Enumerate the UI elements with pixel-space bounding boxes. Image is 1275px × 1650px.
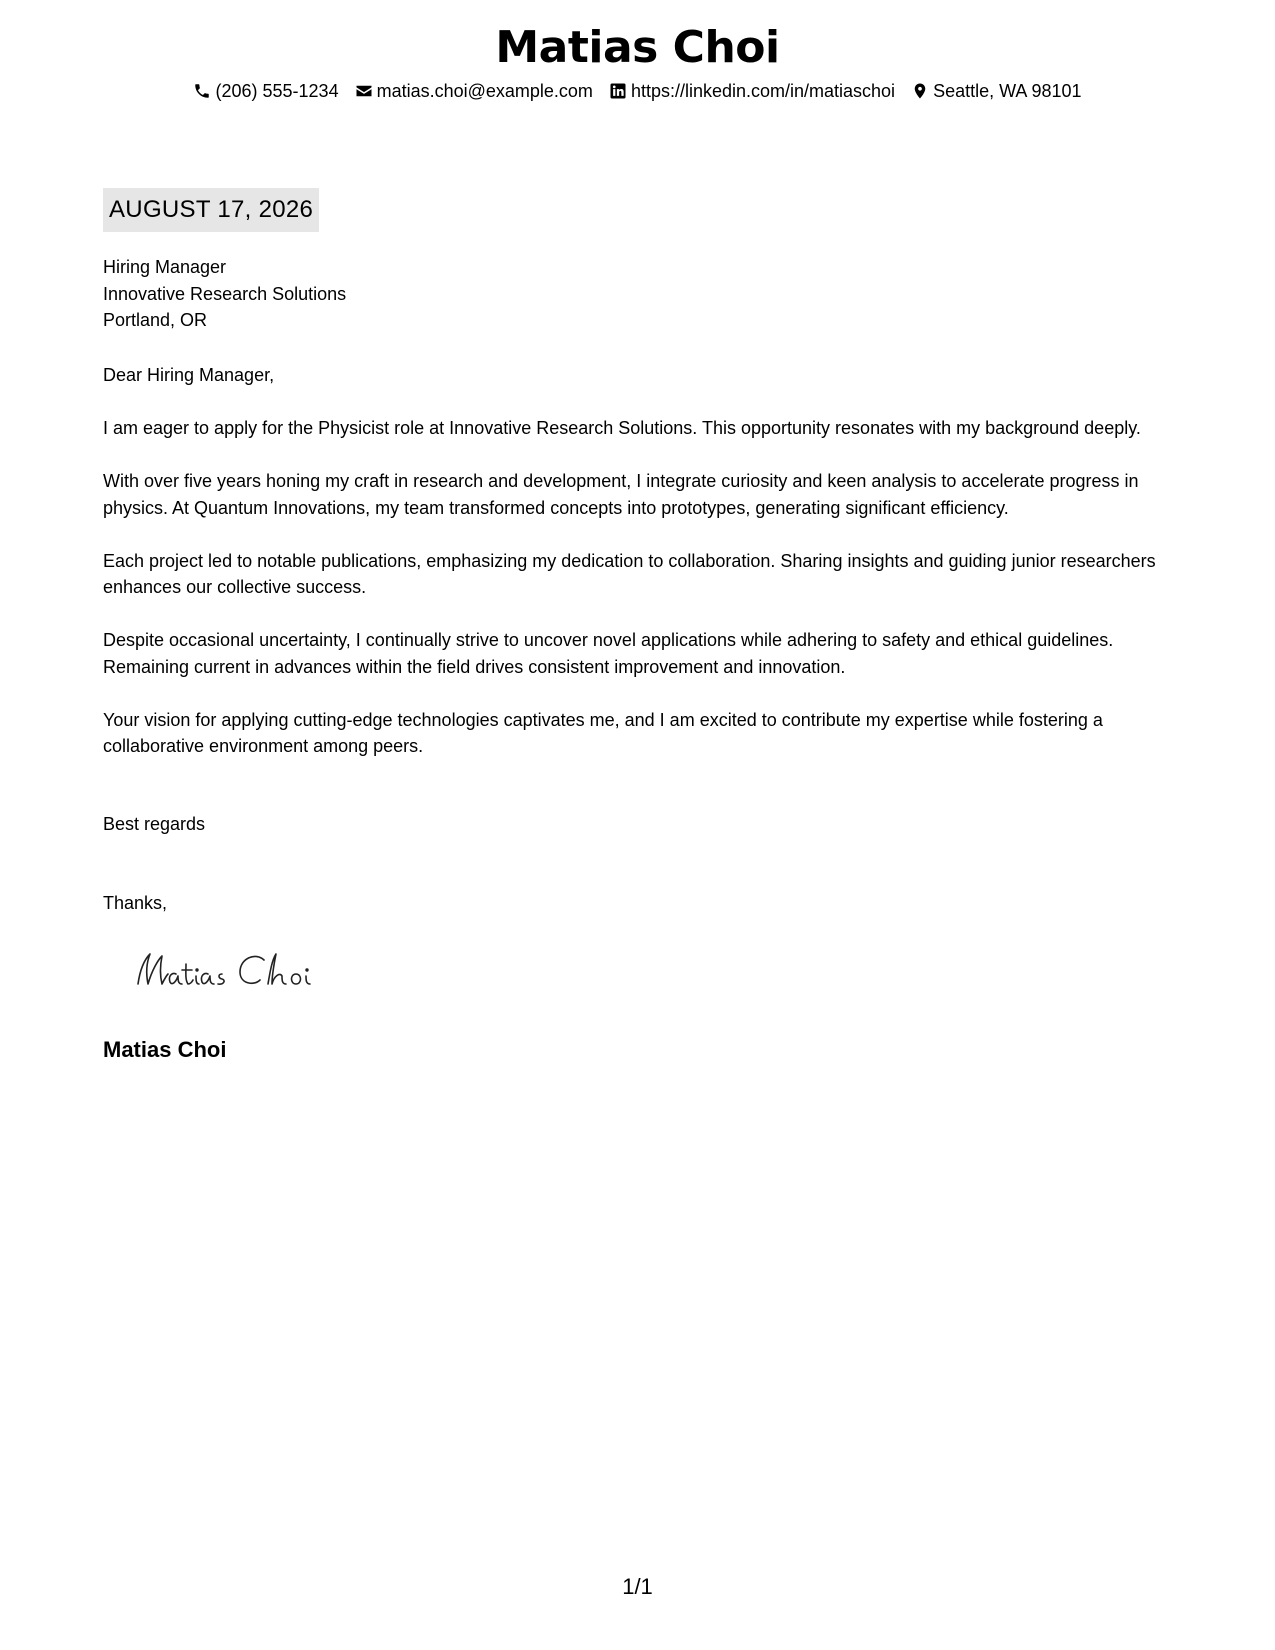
phone-text: (206) 555-1234 xyxy=(215,81,339,101)
page-number: 1/1 xyxy=(622,1574,653,1599)
contact-linkedin xyxy=(609,78,895,104)
recipient-company: Innovative Research Solutions xyxy=(103,283,347,304)
map-pin-icon xyxy=(911,82,929,100)
thanks-line: Thanks, xyxy=(103,893,168,913)
body-paragraph: Your vision for applying cutting-edge technologies captivates me, and I am excited to contribute my expertise while fostering a collaborative environment among peers. xyxy=(103,709,1103,756)
contact-email xyxy=(355,78,593,104)
location-text: Seattle, WA 98101 xyxy=(933,81,1082,101)
email-text: matias.choi@example.com xyxy=(376,81,593,101)
recipient-title: Hiring Manager xyxy=(103,257,227,277)
letter-body xyxy=(103,415,1173,786)
recipient-city: Portland, OR xyxy=(103,310,208,330)
envelope-icon xyxy=(355,82,373,100)
contact-info-row xyxy=(0,78,1275,104)
salutation: Dear Hiring Manager, xyxy=(103,365,275,385)
contact-phone xyxy=(193,78,338,104)
linkedin-icon xyxy=(609,82,627,100)
body-paragraph: Despite occasional uncertainty, I continually strive to uncover novel applications while adhering to safety and ethical guidelines. Remaining current in advances within the field drives consistent improvement and innovation. xyxy=(103,630,1114,677)
body-paragraph: Each project led to notable publications, emphasizing my dedication to collaboration. Sharing insights and guiding junior researchers enhances our collective success. xyxy=(103,550,1156,597)
letter-date: AUGUST 17, 2026 xyxy=(103,188,319,232)
recipient-block xyxy=(103,254,1173,334)
closing-line: Best regards xyxy=(103,814,206,834)
phone-icon xyxy=(193,82,211,100)
body-paragraph: With over five years honing my craft in research and development, I integrate curiosity and keen analysis to accelerate progress in physics. At Quantum Innovations, my team transformed concepts into prototypes, generating significant efficiency. xyxy=(103,471,1139,518)
handwritten-signature xyxy=(130,940,350,1000)
linkedin-text: https://linkedin.com/in/matiaschoi xyxy=(630,81,896,101)
contact-location xyxy=(911,78,1081,104)
body-paragraph: I am eager to apply for the Physicist role at Innovative Research Solutions. This opportunity resonates with my background deeply. xyxy=(103,418,1141,438)
applicant-name-heading: Matias Choi xyxy=(495,22,780,73)
signer-printed-name: Matias Choi xyxy=(103,1037,227,1062)
